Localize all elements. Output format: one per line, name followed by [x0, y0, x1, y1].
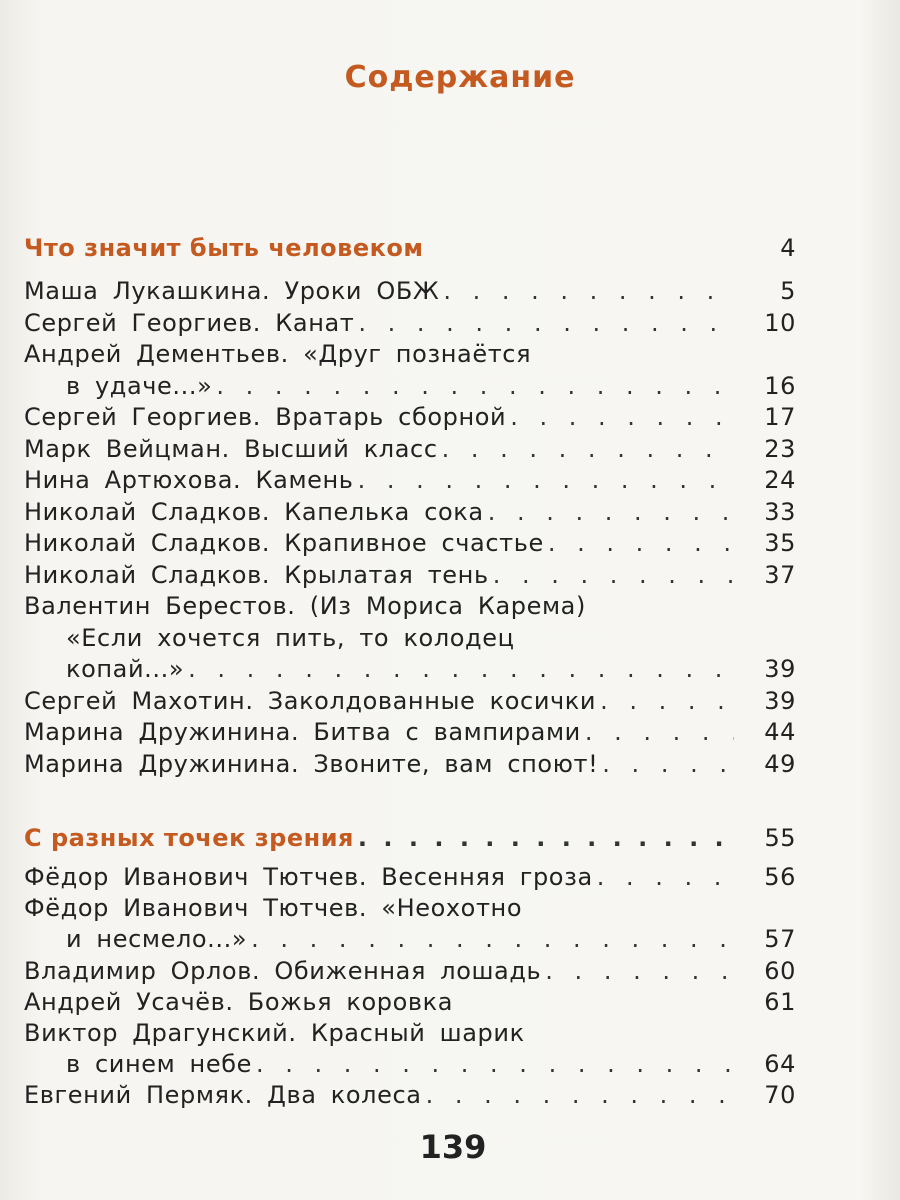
toc-entry-continuation [24, 654, 796, 686]
page-number: 35 [764, 529, 796, 557]
entry-title: Николай Сладков. Капелька сока [24, 497, 484, 526]
page-title: Содержание [344, 60, 576, 95]
toc-entry [24, 893, 796, 924]
page-number: 39 [764, 655, 796, 683]
page-number: 16 [764, 371, 796, 400]
entry-title: Андрей Усачёв. Божья коровка [24, 987, 454, 1016]
leader-dots [585, 717, 734, 749]
page-number: 17 [764, 403, 796, 431]
leader-dots [493, 560, 734, 592]
page-number: 55 [764, 824, 796, 852]
section-title: С разных точек зрения [24, 824, 354, 852]
toc-entry [24, 497, 796, 529]
leader-dots [488, 497, 734, 529]
leader-dots [426, 1080, 734, 1111]
toc-entry [24, 528, 796, 560]
entry-title: Сергей Георгиев. Вратарь сборной [24, 403, 507, 431]
page-number: 10 [764, 308, 796, 337]
leader-dots [442, 434, 734, 466]
entry-title: Виктор Драгунский. Красный шарик [24, 1018, 525, 1047]
toc-entry [24, 956, 796, 987]
entry-title: Андрей Дементьев. «Друг познаётся [24, 340, 532, 368]
page-number: 39 [764, 686, 796, 715]
entry-title: Марина Дружинина. Битва с вампирами [24, 718, 581, 746]
toc-entry [24, 560, 796, 592]
toc-entry [24, 276, 796, 308]
leader-dots [188, 654, 734, 686]
toc-entry-continuation [24, 623, 796, 655]
page-folio: 139 [419, 1128, 487, 1166]
page-number: 4 [780, 234, 796, 262]
entry-title-continuation: в синем небе [66, 1050, 252, 1079]
leader-dots [602, 749, 734, 781]
section-title: Что значит быть человеком [24, 234, 424, 262]
entry-title: Владимир Орлов. Обиженная лошадь [24, 956, 542, 985]
entry-title: Евгений Пермяк. Два колеса [24, 1081, 422, 1110]
page-number: 60 [764, 956, 796, 985]
leader-dots [545, 956, 734, 987]
page-number: 5 [780, 277, 796, 305]
toc-entry [24, 987, 796, 1018]
leader-dots [216, 371, 734, 403]
entry-title: Николай Сладков. Крылатая тень [24, 560, 489, 589]
toc-entry [24, 591, 796, 623]
page-number: 70 [764, 1081, 796, 1110]
page-number: 57 [764, 925, 796, 954]
page-number: 37 [764, 560, 796, 589]
entry-title: Николай Сладков. Крапивное счастье [24, 529, 544, 557]
toc-entry [24, 465, 796, 497]
toc-entry [24, 1080, 796, 1111]
leader-dots [358, 822, 734, 854]
entry-title-continuation: «Если хочется пить, то колодец [66, 623, 515, 652]
page-number: 24 [764, 466, 796, 494]
leader-dots [597, 862, 734, 893]
leader-dots [358, 308, 734, 340]
leader-dots [548, 528, 734, 560]
leader-dots [443, 276, 734, 308]
toc-entry-continuation [24, 924, 796, 955]
toc-entry [24, 862, 796, 893]
toc-entry [24, 717, 796, 749]
leader-dots [600, 686, 734, 718]
table-of-contents [24, 232, 796, 1112]
entry-title: Марина Дружинина. Звоните, вам споют! [24, 749, 599, 778]
toc-entry [24, 686, 796, 718]
toc-entry [24, 749, 796, 781]
page-number: 33 [764, 497, 796, 526]
page-number: 44 [764, 718, 796, 746]
leader-dots [510, 402, 734, 434]
entry-title: Фёдор Иванович Тютчев. Весенняя гроза [24, 862, 593, 891]
page-number: 23 [764, 434, 796, 463]
section-heading [24, 232, 796, 264]
toc-entry [24, 434, 796, 466]
page-number: 49 [764, 749, 796, 778]
entry-title: Нина Артюхова. Камень [24, 466, 354, 494]
leader-dots [358, 465, 734, 497]
entry-title-continuation: копай...» [66, 655, 185, 683]
leader-dots [256, 1049, 734, 1080]
toc-entry [24, 402, 796, 434]
entry-title: Фёдор Иванович Тютчев. «Неохотно [24, 894, 523, 923]
page-number: 64 [764, 1050, 796, 1079]
leader-dots [251, 924, 734, 955]
entry-title-continuation: в удаче...» [66, 371, 213, 400]
toc-entry-continuation [24, 1049, 796, 1080]
page-number: 61 [764, 987, 796, 1016]
entry-title: Маша Лукашкина. Уроки ОБЖ [24, 277, 440, 305]
page-number: 56 [764, 862, 796, 891]
entry-title-continuation: и несмело...» [66, 925, 248, 954]
toc-entry [24, 1018, 796, 1049]
entry-title: Сергей Махотин. Заколдованные косички [24, 686, 597, 715]
toc-entry-continuation [24, 371, 796, 403]
entry-title: Валентин Берестов. (Из Мориса Карема) [24, 592, 586, 620]
entry-title: Марк Вейцман. Высший класс [24, 434, 438, 463]
toc-entry [24, 308, 796, 340]
entry-title: Сергей Георгиев. Канат [24, 308, 355, 337]
toc-entry [24, 339, 796, 371]
section-heading [24, 822, 796, 854]
